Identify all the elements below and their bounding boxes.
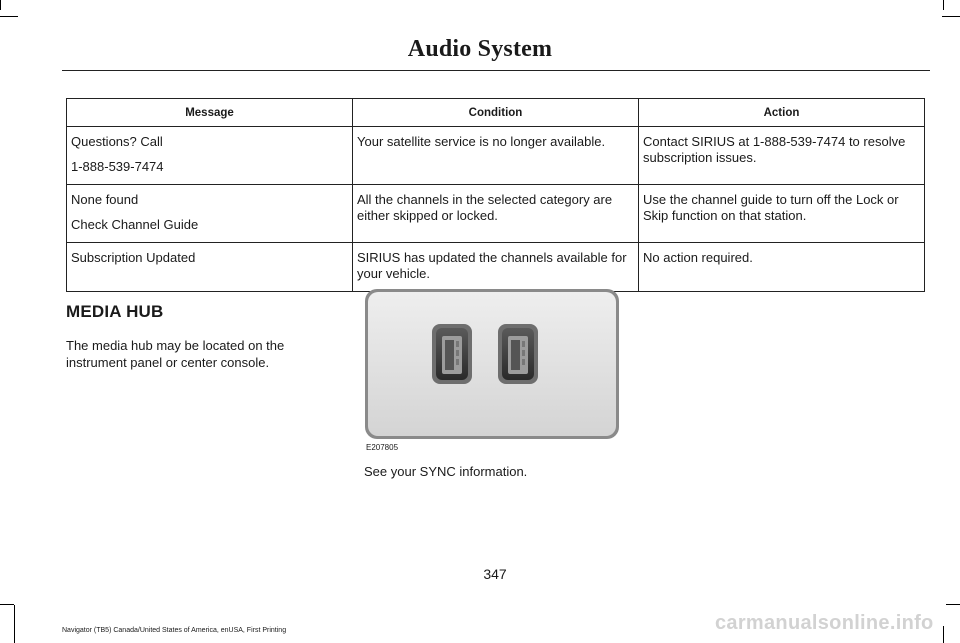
see-sync-note: See your SYNC information. [364, 464, 528, 479]
table-header-row [67, 99, 925, 127]
crop-mark [946, 604, 960, 605]
action-cell [639, 243, 925, 292]
crop-mark [943, 0, 944, 10]
footer-text: Navigator (TB5) Canada/United States of America, enUSA, First Printing [62, 627, 287, 634]
page-title: Audio System [407, 36, 553, 62]
condition-cell [353, 185, 639, 243]
crop-mark [14, 605, 15, 643]
action-text: Contact SIRIUS at 1-888-539-7474 to resolve subscription issues. [643, 134, 906, 165]
condition-text: All the channels in the selected category are either skipped or locked. [357, 192, 613, 223]
message-cell [67, 127, 353, 185]
section-heading: MEDIA HUB [66, 302, 164, 321]
message-text: Questions? Call [71, 134, 163, 149]
condition-text: SIRIUS has updated the channels available for your vehicle. [357, 250, 627, 281]
watermark: carmanualsonline.info [715, 612, 934, 634]
message-text: Check Channel Guide [71, 217, 199, 232]
message-cell [67, 185, 353, 243]
action-cell [639, 127, 925, 185]
condition-text: Your satellite service is no longer available. [357, 134, 606, 149]
message-cell [67, 243, 353, 292]
crop-mark [0, 604, 14, 605]
crop-mark [0, 0, 1, 10]
condition-cell [353, 127, 639, 185]
header-message: Message [67, 99, 353, 127]
crop-mark [942, 16, 960, 17]
crop-mark [0, 16, 18, 17]
table-row [67, 127, 925, 185]
message-table [66, 98, 925, 292]
usb-port-icon [498, 324, 538, 384]
media-hub-description: The media hub may be located on the instrument panel or center console. [66, 338, 285, 370]
usb-port-icon [432, 324, 472, 384]
message-text: None found [71, 192, 139, 207]
message-text: Subscription Updated [71, 250, 196, 265]
action-text: No action required. [643, 250, 753, 265]
message-text: 1-888-539-7474 [71, 159, 164, 174]
table-row [67, 243, 925, 292]
media-hub-illustration [364, 288, 620, 440]
action-cell [639, 185, 925, 243]
condition-cell [353, 243, 639, 292]
title-rule [62, 70, 930, 71]
table-row [67, 185, 925, 243]
header-condition: Condition [353, 99, 639, 127]
header-action: Action [639, 99, 925, 127]
figure-code: E207805 [366, 443, 399, 452]
page-number: 347 [483, 566, 507, 582]
action-text: Use the channel guide to turn off the Lock or Skip function on that station. [643, 192, 899, 223]
crop-mark [943, 626, 944, 643]
